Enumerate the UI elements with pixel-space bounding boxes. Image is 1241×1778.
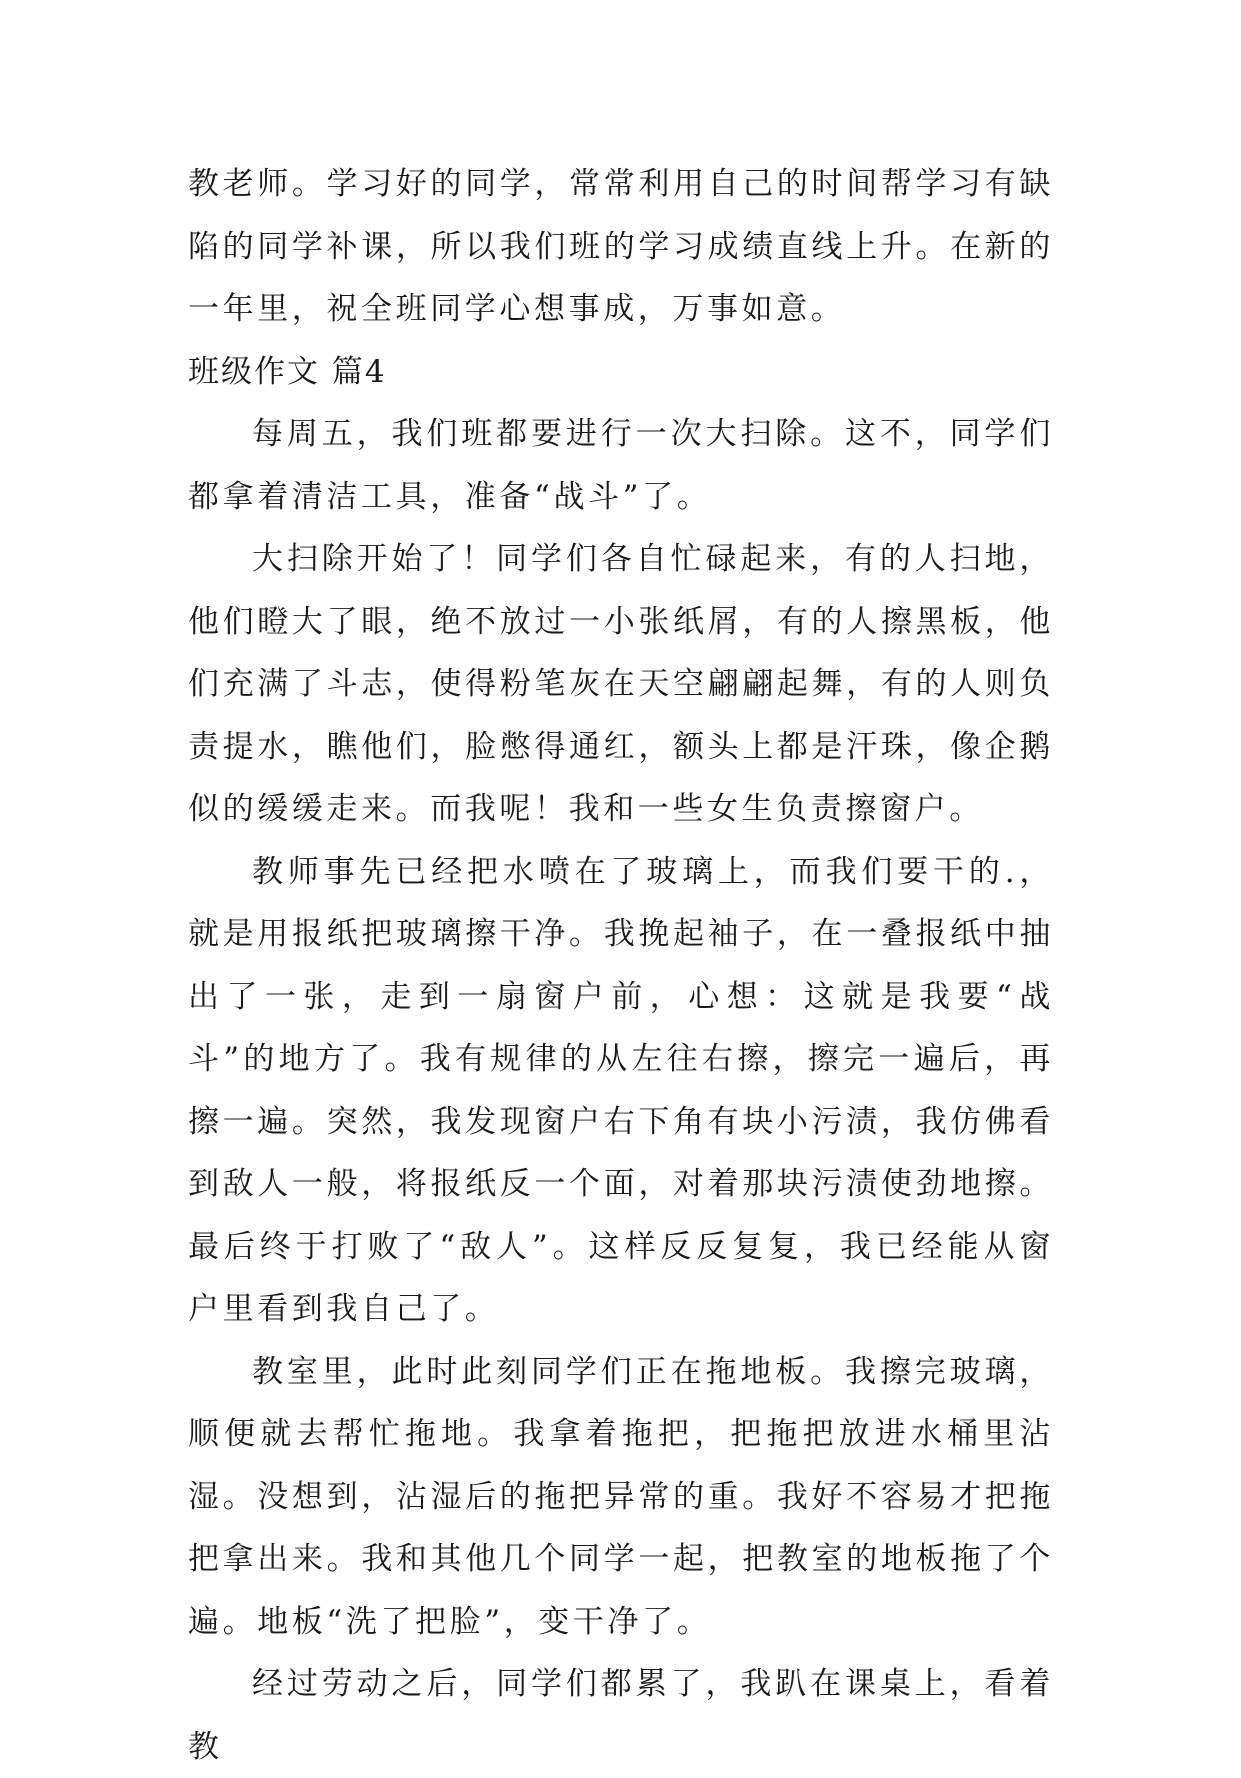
paragraph-4: 教室里，此时此刻同学们正在拖地板。我擦完玻璃，顺便就去帮忙拖地。我拿着拖把，把拖把放进水桶里沾湿。没想到，沾湿后的拖把异常的重。我好不容易才把拖把拿出来。我和其他几个同学一起，把教室的地板拖了个遍。地板“洗了把脸”，变干净了。 <box>188 1353 1054 1640</box>
paragraph-1: 每周五，我们班都要进行一次大扫除。这不，同学们都拿着清洁工具，准备“战斗”了。 <box>188 416 1054 515</box>
paragraph-3: 教师事先已经把水喷在了玻璃上，而我们要干的.，就是用报纸把玻璃擦干净。我挽起袖子，在一叠报纸中抽出了一张，走到一扇窗户前，心想：这就是我要“战斗”的地方了。我有规律的从左往右擦，擦完一遍后，再擦一遍。突然，我发现窗户右下角有块小污渍，我仿佛看到敌人一般，将报纸反一个面，对着那块污渍使劲地擦。最后终于打败了“敌人”。这样反反复复，我已经能从窗户里看到我自己了。 <box>188 853 1054 1327</box>
document-body <box>188 153 1054 1778</box>
section-heading: 班级作文 篇4 <box>188 353 387 390</box>
paragraph-2: 大扫除开始了！同学们各自忙碌起来，有的人扫地，他们瞪大了眼，绝不放过一小张纸屑，有的人擦黑板，他们充满了斗志，使得粉笔灰在天空翩翩起舞，有的人则负责提水，瞧他们，脸憋得通红，额头上都是汗珠，像企鹅似的缓缓走来。而我呢！我和一些女生负责擦窗户。 <box>188 541 1054 827</box>
paragraph-5: 经过劳动之后，同学们都累了，我趴在课桌上，看着教 <box>188 1666 1054 1765</box>
leading-paragraph: 教老师。学习好的同学，常常利用自己的时间帮学习有缺陷的同学补课，所以我们班的学习成绩直线上升。在新的一年里，祝全班同学心想事成，万事如意。 <box>188 166 1054 327</box>
